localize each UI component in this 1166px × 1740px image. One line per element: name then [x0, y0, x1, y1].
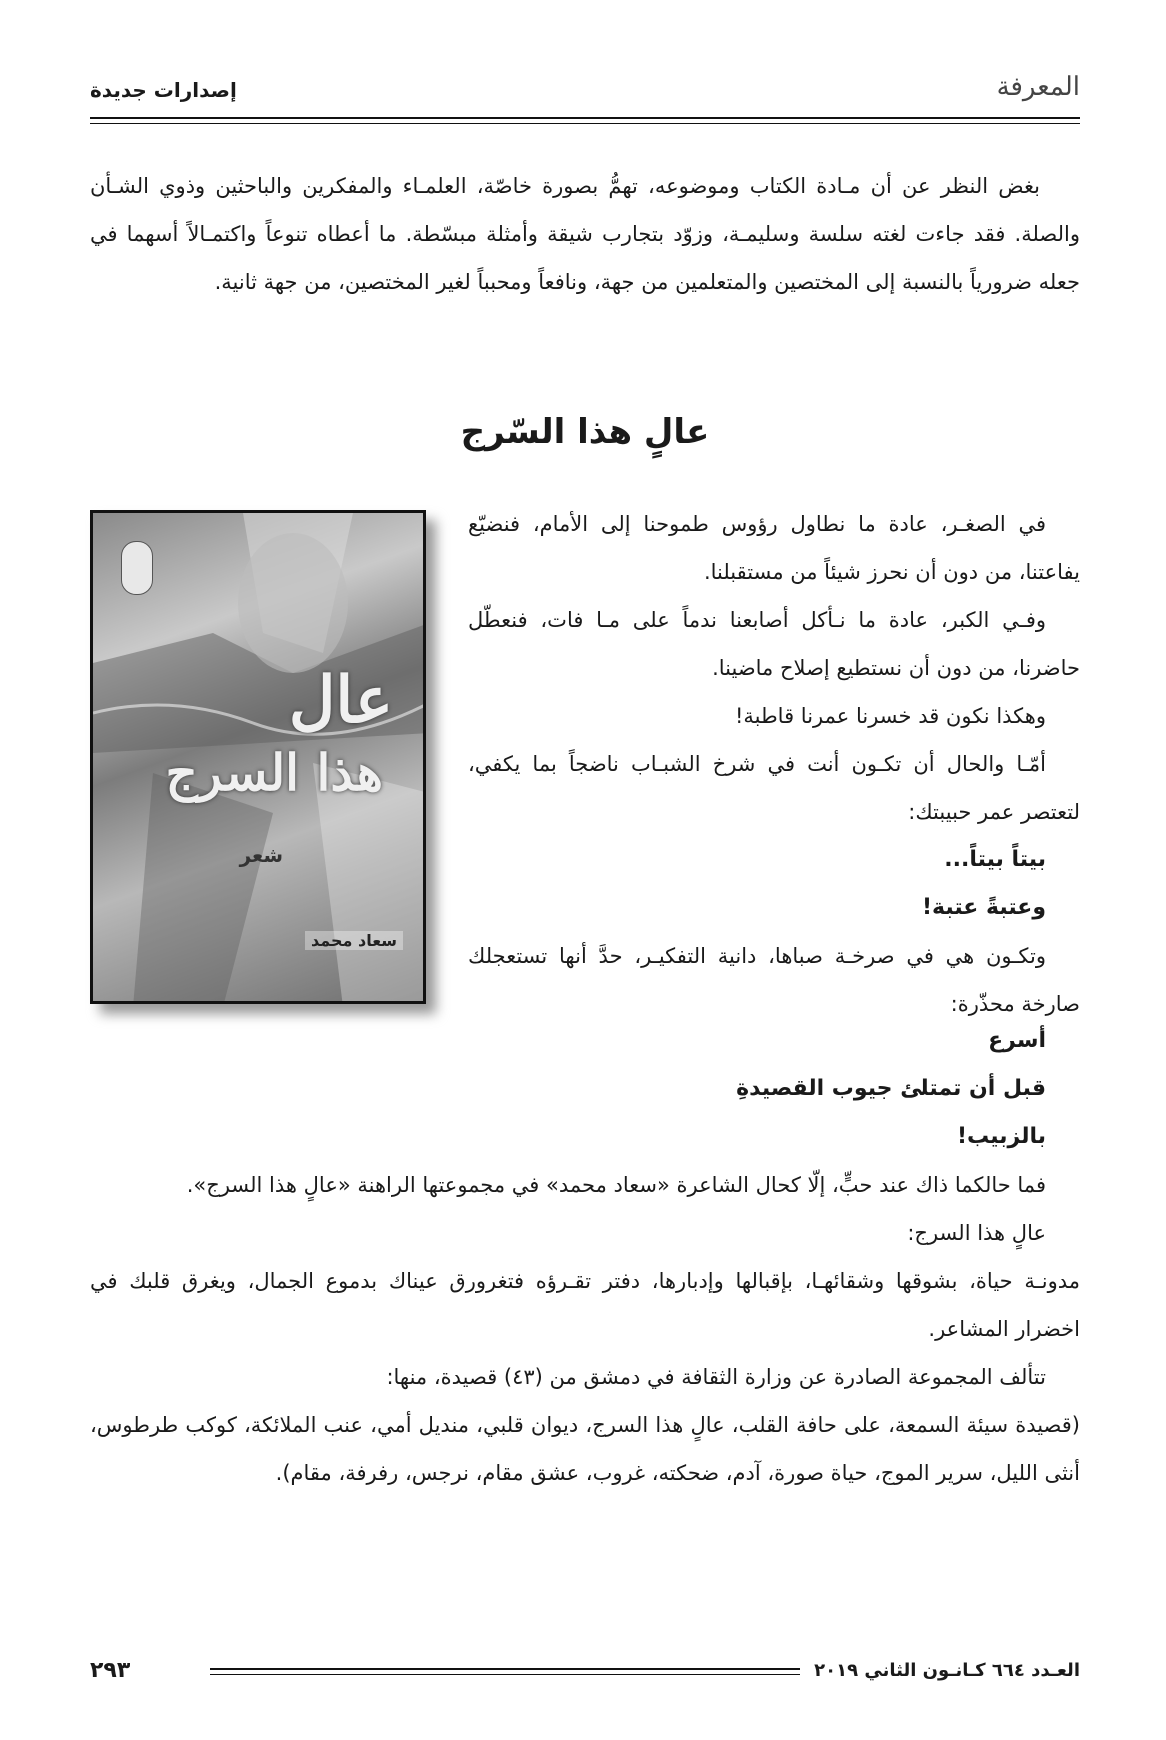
- column-paragraph: وتكـون هي في صرخـة صباها، دانية التفكيـر، حدَّ أنها تستعجلك صارخة محذّرة:: [468, 944, 1080, 1016]
- poem-line: وعتبةً عتبة!: [921, 895, 1046, 920]
- cover-title-line1: عال: [288, 663, 393, 738]
- page-header: [90, 68, 1080, 108]
- footer-rule: [210, 1668, 800, 1670]
- header-rule: [90, 117, 1080, 119]
- column-paragraph: أمّـا والحال أن تكـون أنت في شرخ الشبـاب ناضجاً بما يكفي، لتعتصر عمر حبيبتك:: [468, 752, 1080, 824]
- header-rule-thin: [90, 123, 1080, 124]
- cover-author: سعاد محمد: [305, 931, 403, 950]
- footer-rule-thin: [210, 1674, 800, 1675]
- lower-paragraph: مدونـة حياة، بشوقها وشقائهـا، بإقبالها وإدبارها، دفتر تقـرؤه فتغرورق عيناك بدموع الجمال، ويغرق قلبك في اخضرار المشاعر.: [90, 1269, 1080, 1341]
- book-cover-image: [90, 510, 426, 1004]
- column-paragraph: وفـي الكبر، عادة ما نـأكل أصابعنا ندماً على مـا فات، فنعطّل حاضرنا، من دون أن نستطيع إصلاح ماضينا.: [468, 608, 1080, 680]
- poem-line: بيتاً بيتاً...: [944, 847, 1046, 872]
- publisher-badge-icon: [121, 541, 153, 595]
- lower-paragraph: عالٍ هذا السرج:: [907, 1221, 1046, 1245]
- lower-paragraph: فما حالكما ذاك عند حبٍّ، إلّا كحال الشاعرة «سعاد محمد» في مجموعتها الراهنة «عالٍ هذا السرج».: [186, 1173, 1046, 1197]
- poem-line: أسرع: [988, 1028, 1046, 1053]
- page-number: ٢٩٣: [90, 1658, 131, 1683]
- intro-block: [90, 162, 1080, 306]
- issue-info: العـدد ٦٦٤ كـانـون الثاني ٢٠١٩: [814, 1660, 1080, 1681]
- column-paragraph: وهكذا نكون قد خسرنا عمرنا قاطبة!: [734, 704, 1046, 728]
- magazine-logo: المعرفة: [996, 72, 1080, 102]
- article-lower-block: [90, 1017, 1080, 1497]
- article-column: [468, 500, 1080, 1028]
- section-title: إصدارات جديدة: [90, 78, 237, 102]
- lower-paragraph: (قصيدة سيئة السمعة، على حافة القلب، عالٍ هذا السرج، ديوان قلبي، منديل أمي، عنب الملائكة، كوكب طرطوس، أنثى الليل، سرير الموج، حياة صورة، آدم، ضحكته، غروب، عشق مقام، نرجس، رفرفة، مقام).: [90, 1413, 1080, 1485]
- cover-genre: شعر: [239, 843, 283, 867]
- column-paragraph: في الصغـر، عادة ما نطاول رؤوس طموحنا إلى الأمام، فنضيّع يفاعتنا، من دون أن نحرز شيئاً من مستقبلنا.: [468, 512, 1080, 584]
- intro-paragraph: بغض النظر عن أن مـادة الكتاب وموضوعه، تهمُّ بصورة خاصّة، العلمـاء والمفكرين والباحثين وذوي الشـأن والصلة. فقد جاءت لغته سلسة وسليمـة، وزوّد بتجارب شيقة وأمثلة مبسّطة. ما أعطاه تنوعاً واكتمـالاً أسهما في جعله ضرورياً بالنسبة إلى المختصين والمتعلمين من جهة، ونافعاً ومحبباً لغير المختصين، من جهة ثانية.: [90, 174, 1080, 294]
- page-footer: [90, 1658, 1080, 1688]
- lower-paragraph: تتألف المجموعة الصادرة عن وزارة الثقافة في دمشق من (٤٣) قصيدة، منها:: [386, 1365, 1046, 1389]
- poem-line: بالزبيب!: [956, 1124, 1046, 1149]
- article-title: عالٍ هذا السّرج: [460, 412, 710, 452]
- poem-line: قبل أن تمتلئ جيوب القصيدةِ: [736, 1076, 1046, 1101]
- cover-title-line2: هذا السرج: [165, 743, 383, 802]
